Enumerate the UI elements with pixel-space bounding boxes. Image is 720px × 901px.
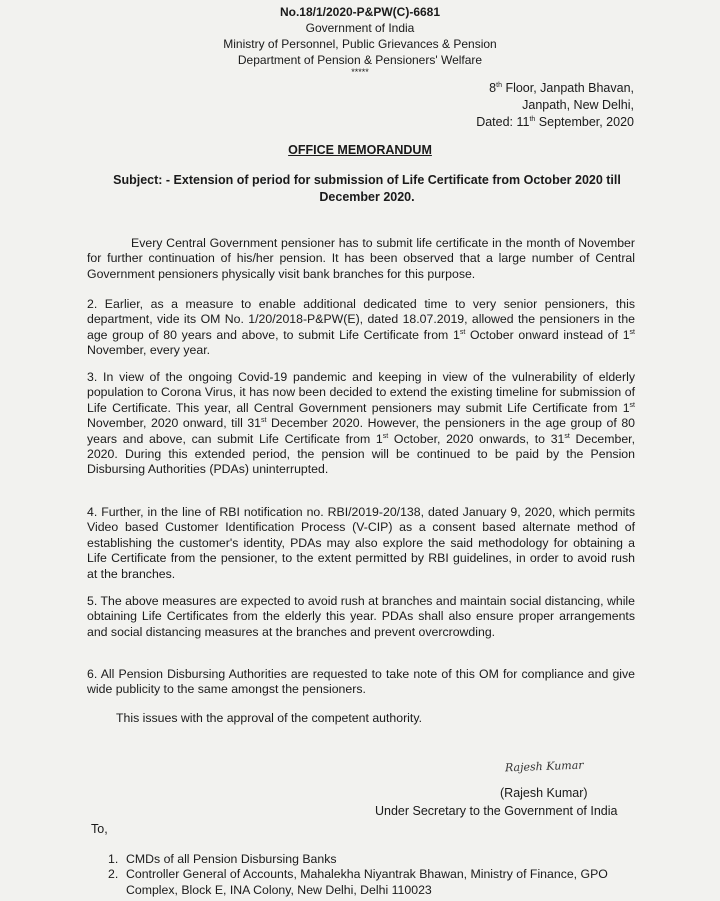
signatory-designation: Under Secretary to the Government of India bbox=[375, 804, 618, 818]
address-floor: 8th Floor, Janpath Bhavan, bbox=[489, 81, 634, 95]
department-line: Department of Pension & Pensioners' Welfare bbox=[237, 53, 483, 67]
document-title: OFFICE MEMORANDUM bbox=[288, 143, 432, 157]
subject-line: Subject: - Extension of period for submission of Life Certificate from October 2020 till December 2020. bbox=[113, 173, 621, 204]
recipient-number: 2. bbox=[108, 867, 119, 882]
approval-note: This issues with the approval of the competent authority. bbox=[116, 711, 422, 725]
document-date: Dated: 11th September, 2020 bbox=[476, 115, 634, 129]
address-city: Janpath, New Delhi, bbox=[522, 98, 634, 112]
recipient-number: 1. bbox=[108, 852, 119, 866]
paragraph-1: Every Central Government pensioner has to submit life certificate in the month of November for further continuation of his/her pension. It has been observed that a large number of Central Government pensioners physically visit bank branches for this purpose. bbox=[87, 236, 635, 281]
file-number: No.18/1/2020-P&PW(C)-6681 bbox=[279, 5, 441, 19]
recipient-list bbox=[108, 852, 638, 898]
ministry-line: Ministry of Personnel, Public Grievances & Pension bbox=[223, 37, 497, 51]
recipient-text: Controller General of Accounts, Mahalekha Niyantrak Bhawan, Ministry of Finance, GPO Complex, Block E, INA Colony, New Delhi, Delhi 110023 bbox=[126, 867, 608, 897]
paragraph-3: 3. In view of the ongoing Covid-19 pandemic and keeping in view of the vulnerability of elderly population to Corona Virus, it has now been decided to extend the existing timeline for submission of Life Certificate. This year, all Central Government pensioners may submit Life Certificate from 1st November, 2020 onward, till 31st December 2020. However, the pensioners in the age group of 80 years and above, can submit Life Certificate from 1st October, 2020 onwards, to 31st December, 2020. During this extended period, the pension will be continued to be paid by the Pension Disbursing Authorities (PDAs) uninterrupted. bbox=[87, 370, 636, 477]
office-address bbox=[476, 80, 634, 131]
stars-divider: ***** bbox=[351, 67, 369, 77]
signatory-name: (Rajesh Kumar) bbox=[500, 786, 588, 800]
recipient-item bbox=[108, 867, 638, 898]
paragraph-2: 2. Earlier, as a measure to enable additional dedicated time to very senior pensioners, this department, vide its OM No. 1/20/2018-P&PW(E), dated 18.07.2019, allowed the pensioners in the age group of 80 years and above, to submit Life Certificate from 1st October onward instead of 1st November, every year. bbox=[87, 297, 635, 358]
paragraph-5: 5. The above measures are expected to avoid rush at branches and maintain social distancing, while obtaining Life Certificates from the elderly this year. PDAs shall also ensure proper arrangements and social distancing measures at the branches and prevent overcrowding. bbox=[87, 594, 635, 639]
handwritten-signature: Rajesh Kumar bbox=[504, 758, 584, 775]
document-header bbox=[0, 4, 720, 77]
paragraph-6: 6. All Pension Disbursing Authorities are requested to take note of this OM for compliance and give wide publicity to the same amongst the pensioners. bbox=[87, 667, 635, 697]
recipient-text: CMDs of all Pension Disbursing Banks bbox=[126, 852, 337, 866]
paragraph-4: 4. Further, in the line of RBI notification no. RBI/2019-20/138, dated January 9, 2020, which permits Video based Customer Identification Process (V-CIP) as a consent based alternate method of establishing the customer's identity, PDAs may also explore the said methodology for obtaining a Life Certificate from the pensioner, to the extent permitted by RBI guidelines, in order to avoid rush at the branches. bbox=[87, 505, 635, 581]
recipient-item bbox=[108, 852, 638, 867]
to-label: To, bbox=[91, 822, 108, 836]
govt-line: Government of India bbox=[305, 21, 415, 35]
